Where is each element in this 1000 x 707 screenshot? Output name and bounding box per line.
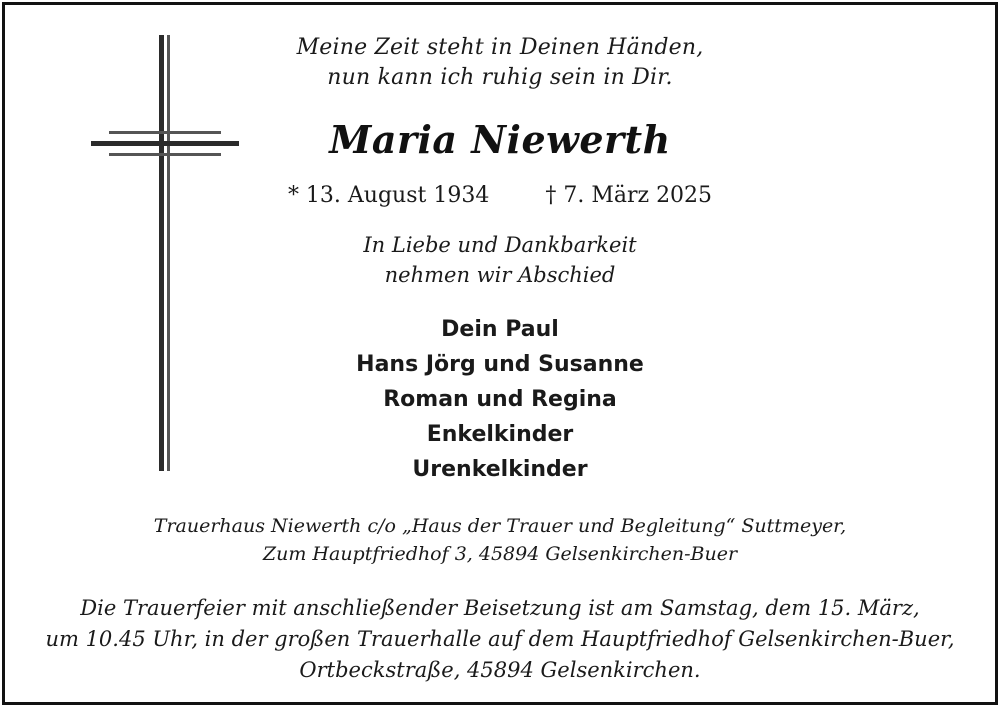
mourner-3: Roman und Regina (383, 387, 617, 412)
birth-date: * 13. August 1934 (287, 183, 490, 208)
death-date: † 7. März 2025 (545, 183, 713, 208)
mourner-2: Hans Jörg und Susanne (356, 352, 644, 377)
address-line-1: Trauerhaus Niewerth c/o „Haus der Trauer und Begleitung“ Suttmeyer, (153, 515, 847, 537)
motto-line-1: Meine Zeit steht in Deinen Händen, (296, 35, 704, 60)
life-dates (5, 183, 995, 208)
mourner-4: Enkelkinder (426, 422, 574, 447)
intro-line-1: In Liebe und Dankbarkeit (363, 233, 637, 257)
address-line-2: Zum Hauptfriedhof 3, 45894 Gelsenkirchen-Buer (262, 543, 738, 565)
mourner-1: Dein Paul (441, 317, 559, 342)
service-line-3: Ortbeckstraße, 45894 Gelsenkirchen. (299, 658, 701, 682)
mourner-5: Urenkelkinder (412, 457, 588, 482)
service-line-2: um 10.45 Uhr, in der großen Trauerhalle auf dem Hauptfriedhof Gelsenkirchen-Buer, (45, 627, 955, 651)
service-line-1: Die Trauerfeier mit anschließender Beisetzung ist am Samstag, dem 15. März, (80, 596, 920, 620)
intro-line-2: nehmen wir Abschied (384, 263, 616, 287)
obituary-card (2, 2, 998, 705)
deceased-name: Maria Niewerth (329, 117, 671, 162)
motto-line-2: nun kann ich ruhig sein in Dir. (327, 65, 673, 90)
